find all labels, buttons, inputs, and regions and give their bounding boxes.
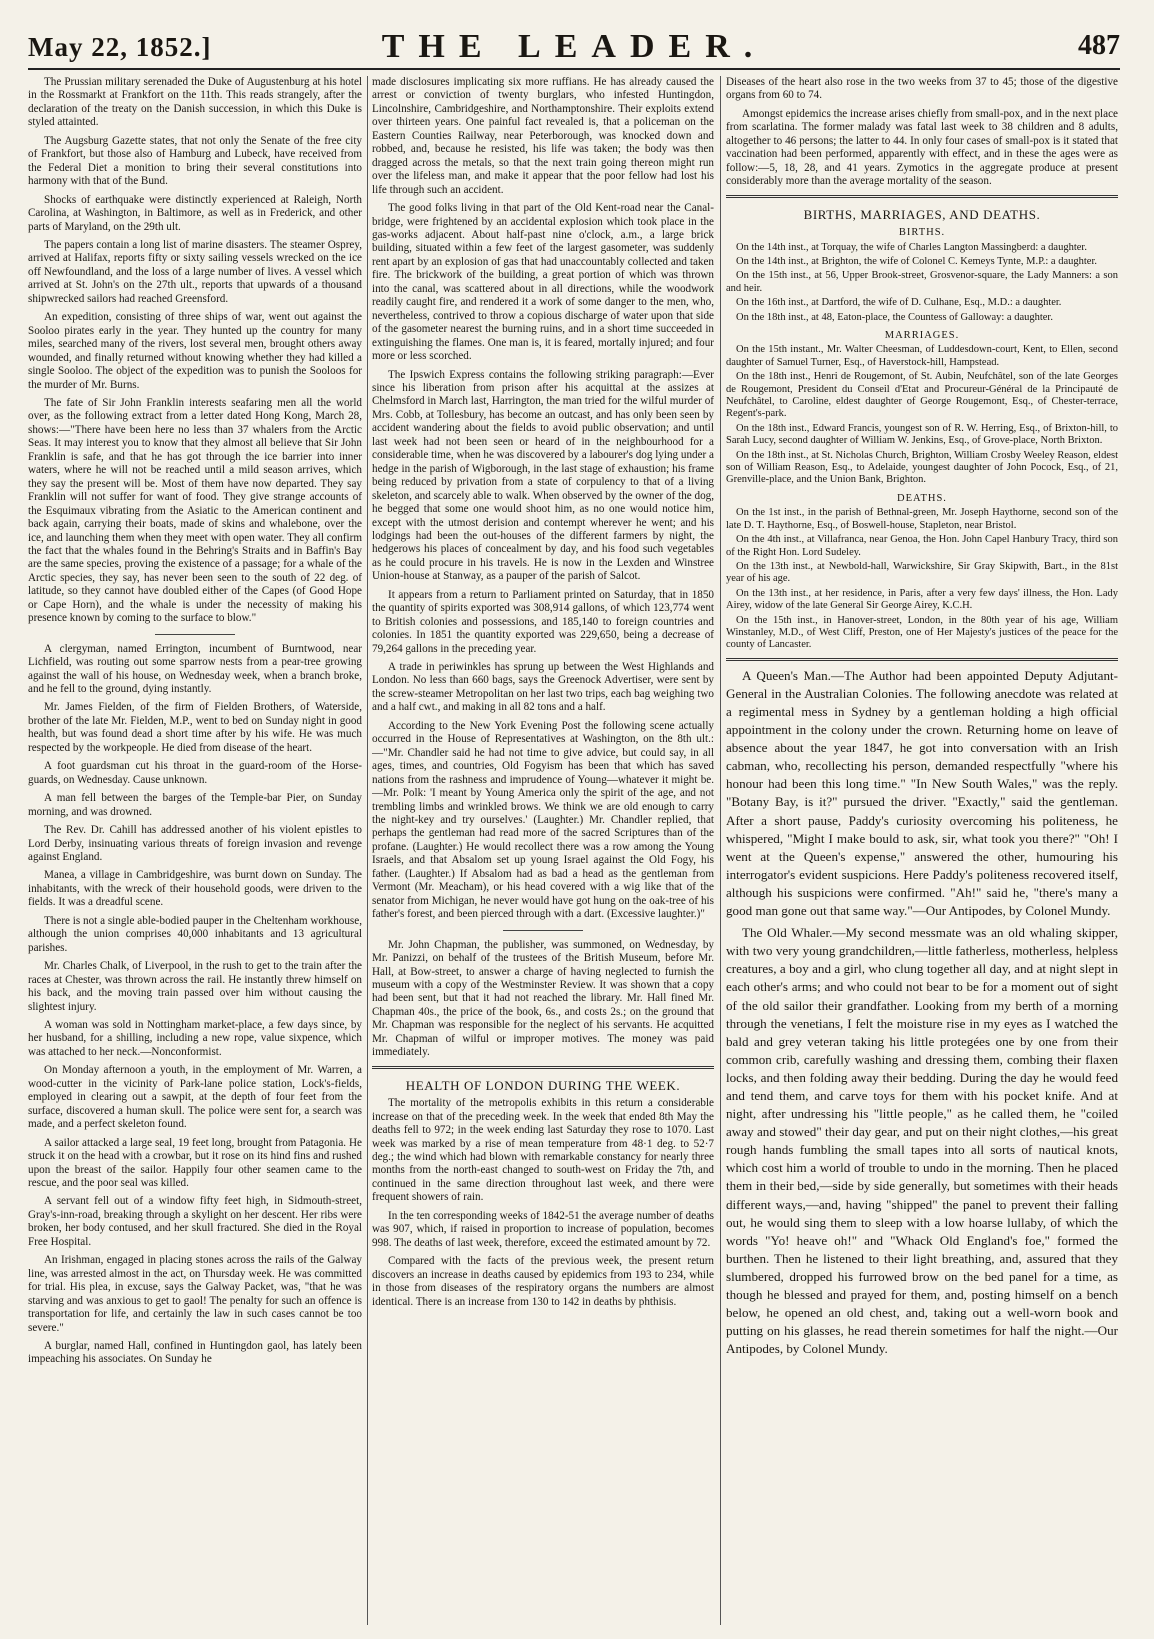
marriage-notice: On the 18th inst., Henri de Rougemont, of St. Aubin, Neufchâtel, son of the late Georges de Rougemont, President du Conseil d'Etat and Procureur-Général de la Principauté de Neufchâtel, to Caroline, eldest daughter of George Rougemont, Esq., of Chester-terrace, Regent's-park.: [726, 371, 1118, 420]
death-notice: On the 15th inst., in Hanover-street, London, in the 80th year of his age, William Winstanley, M.D., of West Cliff, Preston, one of Her Majesty's justices of the peace for the county of Lancaster.: [726, 614, 1118, 651]
health-paragraph: The mortality of the metropolis exhibits in this return a considerable increase on that of the preceding week. In the week that ended 8th May the deaths fell to 972; in the week ending last Saturday they rose to 1070. Last week was marked by a rise of mean temperature from 48·1 deg. to 52·7 deg.; the wind which had blown with remarkable constancy for nearly three months from the north-east changed to south-west on Friday the 7th, and continued in the same direction throughout last week, and there were frequent showers of rain.: [372, 1097, 714, 1204]
marriage-notice: On the 15th instant., Mr. Walter Cheesman, of Luddesdown-court, Kent, to Ellen, second daughter of Samuel Turner, Esq., of Haverstock-hill, Hampstead.: [726, 344, 1118, 368]
article-paragraph: The Prussian military serenaded the Duke of Augustenburg at his hotel in the Rossmarkt at Frankfort on the 11th. This reads strangely, after the declaration of the treaty on the Danish succession, in which this Duke is styled attainted.: [28, 76, 362, 129]
marriage-notice: On the 18th inst., Edward Francis, youngest son of R. W. Herring, Esq., of Brixton-hill, to Sarah Lucy, second daughter of William W. Jenkins, Esq., of Grove-place, North Brixton.: [726, 422, 1118, 447]
section-divider: [503, 930, 583, 931]
article-paragraph: There is not a single able-bodied pauper in the Cheltenham workhouse, although the union comprises 40,000 inhabitants and 13 agricultural parishes.: [28, 914, 362, 954]
health-paragraph: Diseases of the heart also rose in the two weeks from 37 to 45; those of the digestive organs from 60 to 74.: [726, 76, 1118, 102]
article-paragraph: A servant fell out of a window fifty feet high, in Sidmouth-street, Gray's-inn-road, breaking through a skylight on her descent. Her ribs were broken, her body contused, and her skull fractured. She died in the Royal Free Hospital.: [28, 1195, 362, 1248]
birth-notice: On the 16th inst., at Dartford, the wife of D. Culhane, Esq., M.D.: a daughter.: [736, 297, 1062, 309]
death-notice: On the 13th inst., at Newbold-hall, Warwickshire, Sir Gray Skipwith, Bart., in the 81st year of his age.: [726, 560, 1118, 585]
death-notice: On the 1st inst., in the parish of Bethnal-green, Mr. Joseph Haythorne, second son of the late D. T. Haythorne, Esq., of Boswell-house, Stapleton, near Bristol.: [726, 507, 1118, 531]
marriages-heading: MARRIAGES.: [884, 329, 960, 341]
old-whaler-paragraph: The Old Whaler.—My second messmate was an old whaling skipper, with two very young grandchildren,—little fatherless, motherless, helpless creatures, a boy and a girl, who clung together all day, and at night slept in each other's arms; and who could not bear to be for a moment out of sight of the old sailor their grandfather. Looking from my berth of a morning through the venetians, I felt the moisture rise in my eyes as I watched the bald and grey veteran taking his little protegées one by one from their common crib, carefully washing and dressing them, combing their flaxen locks, and then folding away their bedding. During the day he would feed and tend them, and carve toys for them with his pocket knife. And at night, after undressing his "little people," as he called them, he "coiled away and stowed" their day gear, and put on their night clothes,—his great rough hands fumbling the small tapes into all sorts of nautical knots, which cost him a world of trouble to undo in the morning. Then he placed them in their bed,—side by side generally, but sometimes with their heads different ways,—and, having "shipped" the panel to prevent their falling out, he would sing them to sleep with a low hoarse lullaby, of which the words "Yo! heave oh!" and "Whack Old England's foe," formed the burthen. Then he listened to their light breathing, and, assured that they slumbered, dropped his furrowed brow on the bed panel for a time, as though he blessed and prayed for them, and, posting himself on a bench below, he opened an old chest, and, taking out a well-worn book and putting on his glasses, he read therein sometimes for half the night.—Our Antipodes, by Colonel Mundy.: [726, 925, 1118, 1357]
section-rule: [726, 658, 1118, 661]
issue-date: May 22, 1852.]: [28, 32, 212, 62]
article-paragraph: It appears from a return to Parliament printed on Saturday, that in 1850 the quantity of spirits exported was 308,914 gallons, of which 123,774 went to British colonies and possessions, and 185,140 to foreign countries and colonies. In 1851 the quantity exported was 229,650, being a decrease of 79,264 gallons in the preceding year.: [372, 588, 714, 655]
bmd-heading: BIRTHS, MARRIAGES, AND DEATHS.: [803, 206, 1041, 222]
article-paragraph: The Ipswich Express contains the following striking paragraph:—Ever since his liberation from prison after his acquittal at the assizes at Chelmsford in March last, Harrington, the man tried for the wilful murder of Mrs. Cobb, at Tollesbury, has become an outcast, and has only been seen by accident wandering about the fields to avoid public observation; and until last week had not been seen or heard of in the neighbourhood for a considerable time, when he was discovered by a labourer's dog lying under a hedge in the parish of Wigborough, in the last stage of exhaustion; his frame being reduced by privation from a state of corpulency to that of a living skeleton, and scarcely able to walk. When observed by the owner of the dog, he begged that some one would shoot him, as no one would notice him, except with the utmost derision and contempt wherever he went; and his lodgings had been the out-houses of the different farmers by night, the hedgerows his places of concealment by day, and his food such vegetables as he could procure in his travels. He is now in the Lexden and Winstree Union-house at Stanway, as a pauper of the parish of Salcot.: [372, 368, 714, 583]
birth-notice: On the 18th inst., at 48, Eaton-place, the Countess of Galloway: a daughter.: [736, 311, 1053, 323]
article-paragraph: Mr. James Fielden, of the firm of Fielden Brothers, of Waterside, brother of the late Mr. Fielden, M.P., went to bed on Sunday night in good health, but was found dead a short time after by his wife. He was much respected by the workpeople. He died from disease of the heart.: [28, 701, 362, 754]
column-1: [28, 76, 362, 1629]
article-paragraph: On Monday afternoon a youth, in the employment of Mr. Warren, a wood-cutter in the vicinity of Park-lane police station, Lock's-fields, employed in clearing out a sawpit, at the depth of four feet from the surface, discovered a human skull. The police were sent for, a search was made, and a perfect skeleton found.: [28, 1064, 362, 1131]
article-paragraph: According to the New York Evening Post the following scene actually occurred in the House of Representatives at Washington, on the 8th ult.:—"Mr. Chandler said he had not time to give advice, but could say, in all ages, times, and countries, Old Fogyism has been that which has saved nations from the rashness and imprudence of Young—whatever it might be.—Mr. Polk: 'I meant by Young America only the spirit of the age, and not trembling limbs and wrinkled brows. We think we are old enough to carry the night-key and try ourselves.' (Laughter.) Mr. Chandler replied, that perhaps the gentleman had read more of the sacred Scriptures than of the profane. (Laughter.) He would recollect there was a row among the Young Israels, and that Absalom set up young Israel against the Old Fogy, his father. (Laughter.) If Absalom had as bad a head as the gentleman from Vermont (Mr. Meacham), or his head covered with a wig like that of the senator from Michigan, he never would have got hung on the oak-tree of his father's forest, and been pierced through with a dart. (Excessive laughter.)": [372, 719, 714, 921]
column-3: [726, 76, 1118, 1629]
birth-notice: On the 14th inst., at Torquay, the wife of Charles Langton Massingberd: a daughter.: [736, 241, 1087, 253]
birth-notice: On the 14th inst., at Brighton, the wife of Colonel C. Kemeys Tynte, M.P.: a daughter.: [736, 255, 1097, 267]
masthead: [28, 26, 1120, 70]
newspaper-title: THE LEADER.: [381, 28, 767, 65]
health-paragraph: Amongst epidemics the increase arises chiefly from small-pox, and in the next place from scarlatina. The former malady was fatal last week to 38 children and 8 adults, altogether to 46 persons; the latter to 44. In only four cases of small-pox is it stated that vaccination had been performed, apparently with effect, and in these the ages were as follow:—5, 18, 28, and 41 years. Zymotics in the aggregate produce at present considerably more than the average mortality of the season.: [726, 107, 1118, 188]
article-paragraph: The Augsburg Gazette states, that not only the Senate of the free city of Frankfort, but those also of Hamburg and Lubeck, have received from the Federal Diet a monition to bring their several constitutions into harmony with that of the Bund.: [28, 134, 362, 188]
article-paragraph: A clergyman, named Errington, incumbent of Burntwood, near Lichfield, was routing out some sparrow nests from a pear-tree growing against the wall of his house, on Wednesday week, when a branch broke, and he fell to the ground, dying instantly.: [28, 642, 362, 696]
article-paragraph: A burglar, named Hall, confined in Huntingdon gaol, has lately been impeaching his associates. On Sunday he: [28, 1339, 362, 1366]
article-paragraph: The papers contain a long list of marine disasters. The steamer Osprey, arrived at Halifax, reports fifty or sixty sailing vessels wrecked on the ice off Newfoundland, and the loss of a large number of lives. A vessel which arrived at St. John's on the 27th ult., reports that upwards of a thousand shipwrecked sailors had reached Greensford.: [28, 238, 362, 305]
article-paragraph: made disclosures implicating six more ruffians. He has already caused the arrest or conviction of twenty burglars, who infested Huntingdon, Lincolnshire, Cambridgeshire, and Northamptonshire. Their exploits extend over thirteen years. One painful fact revealed is, that a policeman on the Eastern Counties Railway, near Peterborough, was knocked down and robbed, and, because he resisted, his life was taken; the body was then dragged across the metals, so that the next train going thereon might run over the lifeless man, and make it appear that the poor fellow had lost his life through such an accident.: [372, 76, 714, 196]
queens-man-paragraph: A Queen's Man.—The Author had been appointed Deputy Adjutant-General in the Australian Colonies. The following anecdote was related at a regimental mess in Sydney by a gentleman holding a high official appointment in the colony under the crown. Returning home on leave of absence about the year 1847, he got into conversation with an Irish cabman, who, recollecting his person, demanded respectfully "where his honour had been this long time." "In New South Wales," was the reply. "Botany Bay, is it?" pursued the driver. "Exactly," said the gentleman. After a short pause, Paddy's curiosity overcoming his politeness, he whispered, "Might I make bould to ask, sir, what took you there?" "Oh! I went at the Queen's expense," answered the other, humouring his interrogator's evident suspicions. Here Paddy's politeness recovered itself, although his suspicions were confirmed. "Ah!" said he, "there's many a good man gone out that same way."—Our Antipodes, by Colonel Mundy.: [726, 667, 1118, 919]
health-paragraph: In the ten corresponding weeks of 1842-51 the average number of deaths was 907, which, if raised in proportion to increase of population, becomes 998. The deaths of last week, therefore, exceed the estimated amount by 72.: [372, 1209, 714, 1249]
article-paragraph: A woman was sold in Nottingham market-place, a few days since, by her husband, for a shilling, including a new rope, value sixpence, which was attached to her neck.—Nonconformist.: [28, 1019, 362, 1058]
anecdotes: [726, 667, 1118, 1359]
article-paragraph: The good folks living in that part of the Old Kent-road near the Canal-bridge, were frightened by an accidental explosion which took place in the gas-works adjacent. About half-past nine o'clock, a.m., a large brick building, situated within a few feet of the largest gasometer, was suddenly rent apart by an explosion of gas that had unaccountably collected and taken fire. The brickwork of the building, a great portion of which was thrown into the canal, was scattered about in all directions, while the woodwork readily caught fire, and rendered it a work of some danger to the men, who, nevertheless, contrived to throw a copious discharge of water upon that side of the gasometer nearest the burning ruins, and in a short time succeeded in extinguishing the flames. One man is, it is feared, mortally injured; and four more or less scorched.: [372, 202, 714, 363]
health-paragraph: Compared with the facts of the previous week, the present return discovers an increase in deaths caused by epidemics from 193 to 234, while in those from diseases of the respiratory organs the numbers are almost identical. There is an increase from 130 to 142 in deaths by phthisis.: [372, 1255, 714, 1308]
deaths-heading: DEATHS.: [897, 492, 947, 504]
article-paragraph: A trade in periwinkles has sprung up between the West Highlands and London. No less than 660 bags, says the Greenock Advertiser, were sent by the screw-steamer Metropolitan on her last two trips, each bag weighing two and a half cwt., and making in all 82 tons and a half.: [372, 661, 714, 714]
article-paragraph: The fate of Sir John Franklin interests seafaring men all the world over, as the following extract from a letter dated Hong Kong, March 28, shows:—"There have been here no less than 37 whalers from the Arctic Seas. It may interest you to know that they almost all believe that Sir John Franklin is safe, and that he has got through the ice barrier into inner waters, where he will not be reached until a mild season arrives, which they say the present will be. Most of them have now departed. They say Franklin will not suffer for want of food. They give strange accounts of the Esquimaux vibrating from the Asiatic to the American continent and back again, carrying their boats, made of skins and whalebone, over the ice, and launching them when they meet with open water. They all confirm the fact that the whales found in the Behring's Straits and in Baffin's Bay are the same species, proving the existence of a passage; for a whale of the Arctic species, they say, has never been seen to the south of 22 deg. of latitude, so they cannot have doubled either of the Capes (of Good Hope or Cape Horn), and the whale is under the necessity of making his presence known by coming to the surface to blow.": [28, 396, 362, 625]
article-paragraph: A foot guardsman cut his throat in the guard-room of the Horse-guards, on Wednesday. Cause unknown.: [28, 760, 362, 786]
article-paragraph: An expedition, consisting of three ships of war, went out against the Sooloo pirates early in the year. They hunted up the country for many miles, searched many of the rivers, lost several men, brought others away wounded, and finally returned without knowing whether they had killed a single Sooloo. The object of the expedition was to punish the Sooloos for the murder of Mr. Burns.: [28, 311, 362, 391]
article-paragraph: The Rev. Dr. Cahill has addressed another of his violent epistles to Lord Derby, insinuating various threats of foreign invasion and revenge against England.: [28, 824, 362, 864]
column-rule-1: [367, 76, 368, 1625]
section-rule: [726, 195, 1118, 198]
article-paragraph: An Irishman, engaged in placing stones across the rails of the Galway line, was arrested almost in the act, on Thursday week. He was committed for trial. His plea, in excuse, says the Galway Packet, was, "that he was starving and was anxious to get to gaol! The penalty for such an offence is transportation for life, and certainly the law in such cases cannot be too severe.": [28, 1254, 362, 1334]
article-paragraph: A sailor attacked a large seal, 19 feet long, brought from Patagonia. He struck it on the head with a crowbar, but it rose on its hind fins and rushed upon the breast of the sailor. Happily four other seamen came to the rescue, and the poor seal was killed.: [28, 1136, 362, 1189]
section-divider: [155, 634, 235, 635]
death-notice: On the 4th inst., at Villafranca, near Genoa, the Hon. John Capel Hanbury Tracy, third son of the Right Hon. Lord Sudeley.: [726, 534, 1118, 558]
births-heading: BIRTHS.: [898, 227, 946, 239]
birth-notice: On the 15th inst., at 56, Upper Brook-street, Grosvenor-square, the Lady Manners: a son and heir.: [726, 270, 1118, 294]
article-paragraph: Mr. John Chapman, the publisher, was summoned, on Wednesday, by Mr. Panizzi, on behalf of the trustees of the British Museum, before Mr. Hall, at Bow-street, to answer a charge of having neglected to furnish the museum with a copy of the Westminster Review. It was shown that a copy had been sent, but that it had not reached the library. Mr. Hall fined Mr. Chapman 40s., the price of the book, 6s., and costs 2s.; on the ground that Mr. Chapman was responsible for the neglect of his servants. He acquitted Mr. Chapman of wilful or improper motives. The money was paid immediately.: [372, 938, 714, 1059]
article-paragraph: Mr. Charles Chalk, of Liverpool, in the rush to get to the train after the races at Chester, was thrown across the rail. He instantly threw himself on his back, and the moving train passed over him without causing the slightest injury.: [28, 960, 362, 1013]
marriage-notice: On the 18th inst., at St. Nicholas Church, Brighton, William Crosby Weeley Reason, eldest son of William Reason, Esq., to Adelaide, youngest daughter of John Pocock, Esq., of 21, Grenville-place, and the Union Bank, Brighton.: [726, 449, 1118, 486]
health-heading: HEALTH OF LONDON DURING THE WEEK.: [405, 1077, 681, 1093]
page-number: 487: [1078, 30, 1120, 61]
death-notice: On the 13th inst., at her residence, in Paris, after a very few days' illness, the Hon. Lady Airey, widow of the late General Sir George Airey, K.C.H.: [726, 587, 1118, 612]
article-paragraph: Shocks of earthquake were distinctly experienced at Raleigh, North Carolina, at Washington, in Baltimore, as well as in Frederick, and other parts of Maryland, on the 29th ult.: [28, 193, 362, 233]
section-rule: [372, 1066, 714, 1069]
article-paragraph: Manea, a village in Cambridgeshire, was burnt down on Sunday. The inhabitants, with the wreck of their household goods, were driven to the fields. It was a dreadful scene.: [28, 869, 362, 909]
column-rule-2: [720, 76, 721, 1625]
article-paragraph: A man fell between the barges of the Temple-bar Pier, on Sunday morning, and was drowned.: [28, 792, 362, 818]
column-2: [372, 76, 714, 1629]
